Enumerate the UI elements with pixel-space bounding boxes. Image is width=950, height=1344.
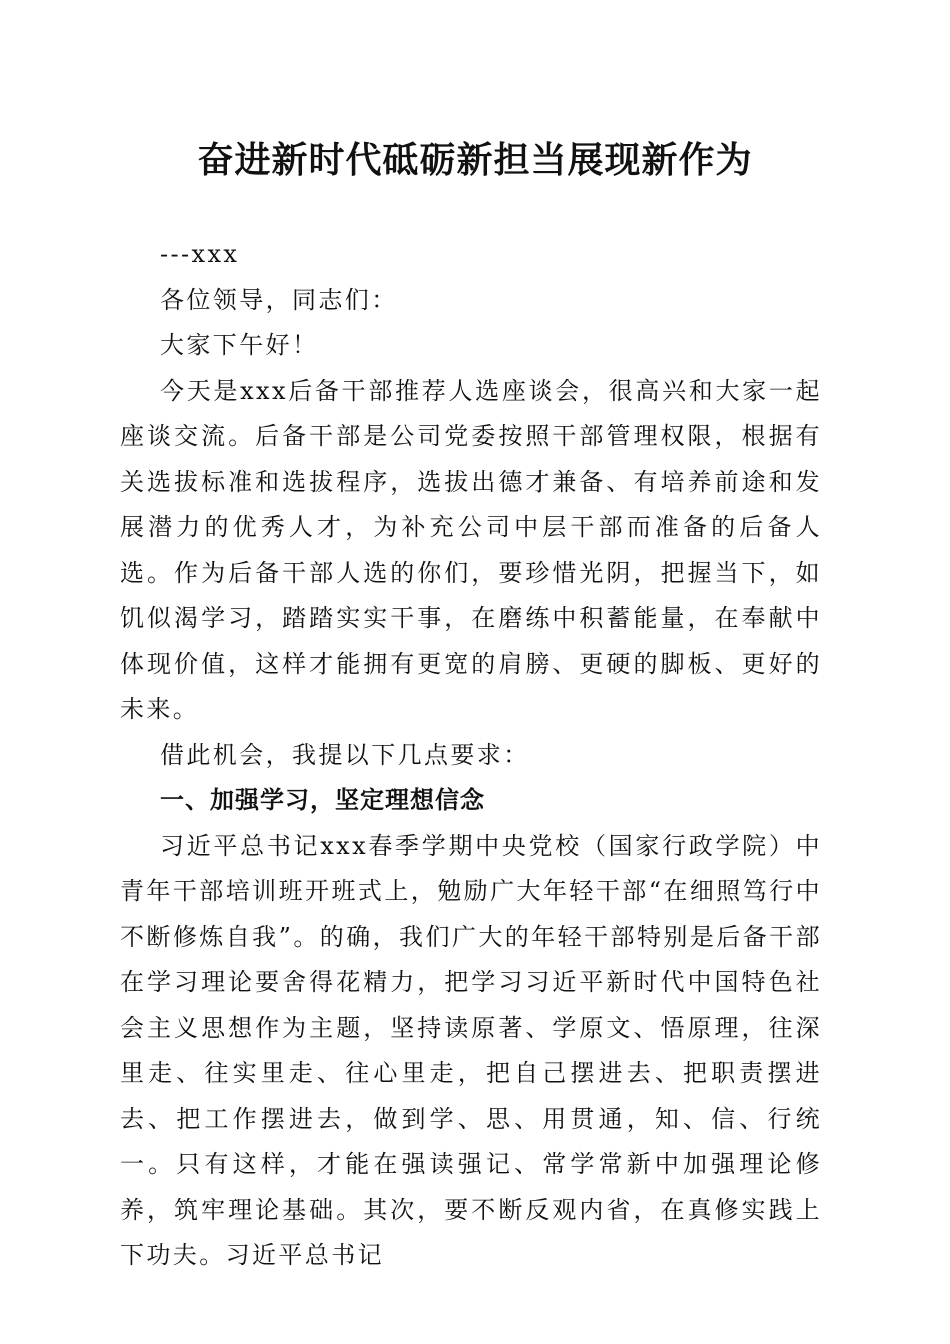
salutation: 各位领导，同志们： <box>160 285 398 314</box>
author-line: ---xxx <box>160 240 240 268</box>
document-title: 奋进新时代砥砺新担当展现新作为 <box>197 139 753 181</box>
greeting: 大家下午好！ <box>160 331 319 359</box>
section-heading: 一、加强学习，坚定理想信念 <box>160 786 485 814</box>
section-paragraph: 习近平总书记xxx春季学期中央党校（国家行政学院）中青年干部培训班开班式上，勉励广大年轻干部“在细照笃行中不断修炼自我”。的确，我们广大的年轻干部特别是后备干部在学习理论要舍得花精力，把学习习近平新时代中国特色社会主义思想作为主题，坚持读原著、学原文、悟原理，往深里走、往实里走、往心里走，把自己摆进去、把职责摆进去、把工作摆进去，做到学、思、用贯通，知、信、行统一。只有这样，才能在强读强记、常学常新中加强理论修养，筑牢理论基础。其次，要不断反观内省，在真修实践上下功夫。习近平总书记 <box>120 831 822 1269</box>
body-paragraph-intro: 今天是xxx后备干部推荐人选座谈会，很高兴和大家一起座谈交流。后备干部是公司党委按照干部管理权限，根据有关选拔标准和选拔程序，选拔出德才兼备、有培养前途和发展潜力的优秀人才，为补充公司中层干部而准备的后备人选。作为后备干部人选的你们，要珍惜光阴，把握当下，如饥似渴学习，踏踏实实干事，在磨练中积蓄能量，在奉献中体现价值，这样才能拥有更宽的肩膀、更硬的脚板、更好的未来。 <box>120 376 822 723</box>
document-body <box>120 232 822 1279</box>
body-paragraph-requirements: 借此机会，我提以下几点要求： <box>160 740 530 769</box>
